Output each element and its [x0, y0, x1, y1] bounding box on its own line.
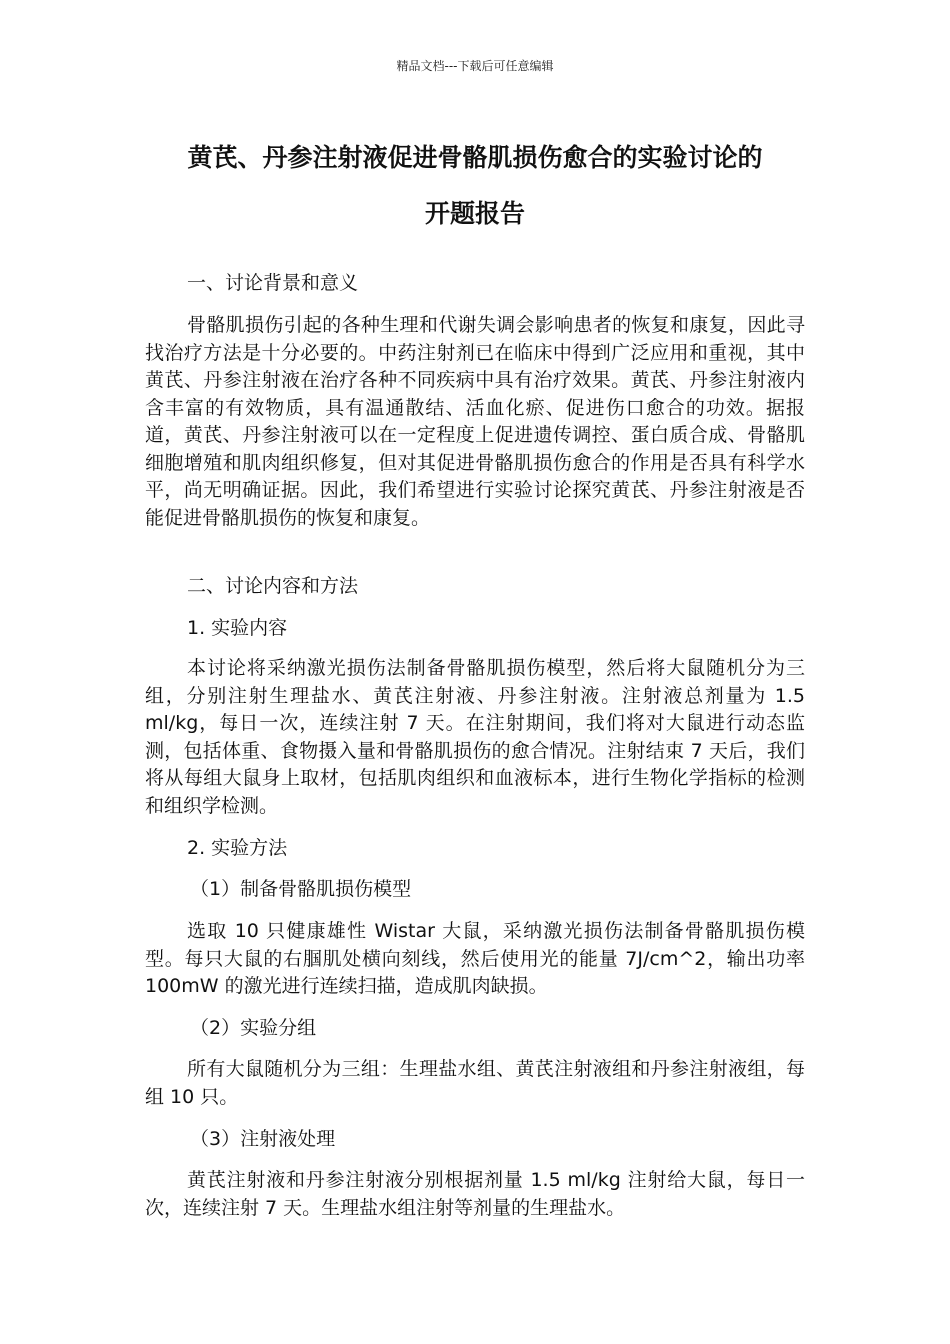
section-2-1-paragraph: 本讨论将采纳激光损伤法制备骨骼肌损伤模型，然后将大鼠随机分为三组，分别注射生理盐水、黄芪注射液、丹参注射液。注射液总剂量为 1.5 ml/kg，每日一次，连续注射 7 天。在注射期间，我们将对大鼠进行动态监测，包括体重、食物摄入量和骨骼肌损伤的愈合情况。注射结束 7 天后，我们将从每组大鼠身上取材，包括肌肉组织和血液标本，进行生物化学指标的检测和组织学检测。	[145, 657, 805, 817]
method-1-heading: （1）制备骨骼肌损伤模型	[190, 878, 412, 900]
method-2-paragraph: 所有大鼠随机分为三组：生理盐水组、黄芪注射液组和丹参注射液组，每组 10 只。	[145, 1058, 805, 1108]
section-1-paragraph: 骨骼肌损伤引起的各种生理和代谢失调会影响患者的恢复和康复，因此寻找治疗方法是十分必要的。中药注射剂已在临床中得到广泛应用和重视，其中黄芪、丹参注射液在治疗各种不同疾病中具有治疗效果。黄芪、丹参注射液内含丰富的有效物质，具有温通散结、活血化瘀、促进伤口愈合的功效。据报道，黄芪、丹参注射液可以在一定程度上促进遗传调控、蛋白质合成、骨骼肌细胞增殖和肌肉组织修复，但对其促进骨骼肌损伤愈合的作用是否具有科学水平，尚无明确证据。因此，我们希望进行实验讨论探究黄芪、丹参注射液是否能促进骨骼肌损伤的恢复和康复。	[145, 314, 805, 529]
title-line-1: 黄芪、丹参注射液促进骨骼肌损伤愈合的实验讨论的	[187, 143, 763, 172]
section-2-heading: 二、讨论内容和方法	[187, 575, 359, 597]
section-2-2-heading: 2. 实验方法	[187, 837, 288, 859]
page-title	[120, 130, 830, 242]
title-line-2: 开题报告	[424, 199, 525, 228]
method-2-heading: （2）实验分组	[190, 1017, 317, 1039]
section-1-heading: 一、讨论背景和意义	[187, 272, 359, 294]
section-2-1-heading: 1. 实验内容	[187, 617, 288, 639]
method-3-heading: （3）注射液处理	[190, 1128, 336, 1150]
header-note: 精品文档---下载后可任意编辑	[396, 59, 554, 73]
method-3-paragraph: 黄芪注射液和丹参注射液分别根据剂量 1.5 ml/kg 注射给大鼠，每日一次，连续注射 7 天。生理盐水组注射等剂量的生理盐水。	[145, 1169, 805, 1219]
method-1-paragraph: 选取 10 只健康雄性 Wistar 大鼠，采纳激光损伤法制备骨骼肌损伤模型。每只大鼠的右腘肌处横向刻线，然后使用光的能量 7J/cm^2，输出功率 100mW 的激光进行连续扫描，造成肌肉缺损。	[145, 920, 805, 997]
